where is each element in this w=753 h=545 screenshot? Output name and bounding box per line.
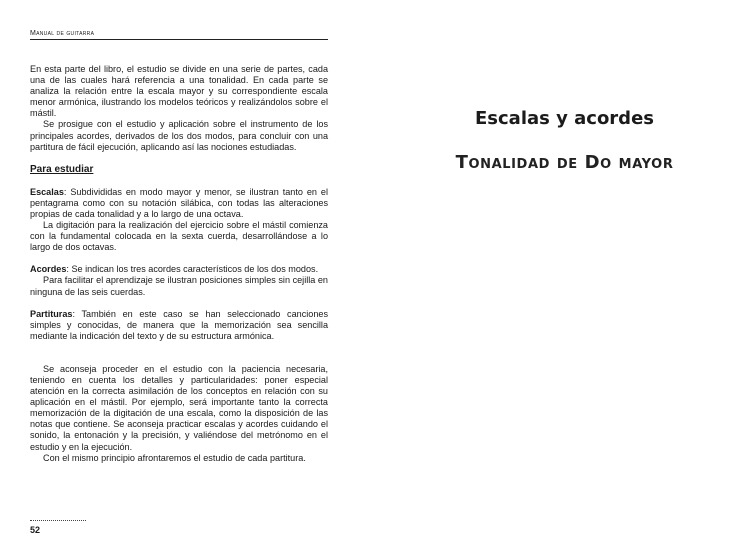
acordes-paragraph xyxy=(30,264,328,275)
acordes-term: Acordes xyxy=(30,264,67,275)
closing-paragraph-2: Con el mismo principio afrontaremos el estudio de cada partitura. xyxy=(43,452,306,463)
footer-divider xyxy=(30,520,86,521)
intro-paragraph-1: En esta parte del libro, el estudio se divide en una serie de partes, cada una de las cuales hará referencia a una tonalidad. En cada parte se analiza la relación entre la escala mayor y su correspondiente escala menor armónica, ilustrando los modelos teóricos y realizándolos sobre el mástil. xyxy=(30,64,328,119)
partituras-term: Partituras xyxy=(30,308,73,319)
study-heading: Para estudiar xyxy=(30,163,94,175)
acordes-paragraph-2: Para facilitar el aprendizaje se ilustran posiciones simples sin cejilla en ninguna de las seis cuerdas. xyxy=(30,275,328,297)
right-page xyxy=(376,0,753,545)
left-page-body xyxy=(30,64,328,464)
intro-paragraph-2: Se prosigue con el estudio y aplicación sobre el instrumento de los principales acordes, derivados de los dos modos, para concluir con una partitura de fácil ejecución, aplicando así las nociones estudiadas. xyxy=(30,119,328,152)
running-header: Manual de guitarra xyxy=(30,30,328,40)
escalas-paragraph xyxy=(30,187,328,220)
escalas-term: Escalas xyxy=(30,186,64,197)
escalas-text: : Subdivididas en modo mayor y menor, se ilustran tanto en el pentagrama como con su notación silábica, con todas las alteraciones propias de cada tonalidad y a lo largo de una octava. xyxy=(30,186,328,219)
closing-paragraph-1: Se aconseja proceder en el estudio con la paciencia necesaria, teniendo en cuenta los detalles y particularidades: poner especial atención en la correcta asimilación de los conceptos en relación con su aplicación en el mástil. Por ejemplo, será importante tanto la correcta memorización de la digitación de una escala, como la disposición de las notas que contiene. Se aconseja practicar escalas y acordes cuidando el sonido, la entonación y la precisión, y valiéndose del metrónomo en el estudio y en la ejecución. xyxy=(30,363,328,452)
escalas-paragraph-2: La digitación para la realización del ejercicio sobre el mástil comienza con la fundamental colocada en la sexta cuerda, desarrollándose a lo largo de dos octavas. xyxy=(30,220,328,253)
chapter-title: Escalas y acordes xyxy=(475,108,654,129)
partituras-text: : También en este caso se han seleccionado canciones simples y conocidas, de manera que la memorización sea sencilla mediante la indicación del texto y de su estructura armónica. xyxy=(30,308,328,341)
acordes-text: : Se indican los tres acordes característicos de los dos modos. xyxy=(66,264,319,275)
section-title: Tonalidad de Do mayor xyxy=(455,152,674,173)
left-page xyxy=(0,0,376,545)
page-number: 52 xyxy=(30,525,41,535)
partituras-paragraph xyxy=(30,309,328,342)
